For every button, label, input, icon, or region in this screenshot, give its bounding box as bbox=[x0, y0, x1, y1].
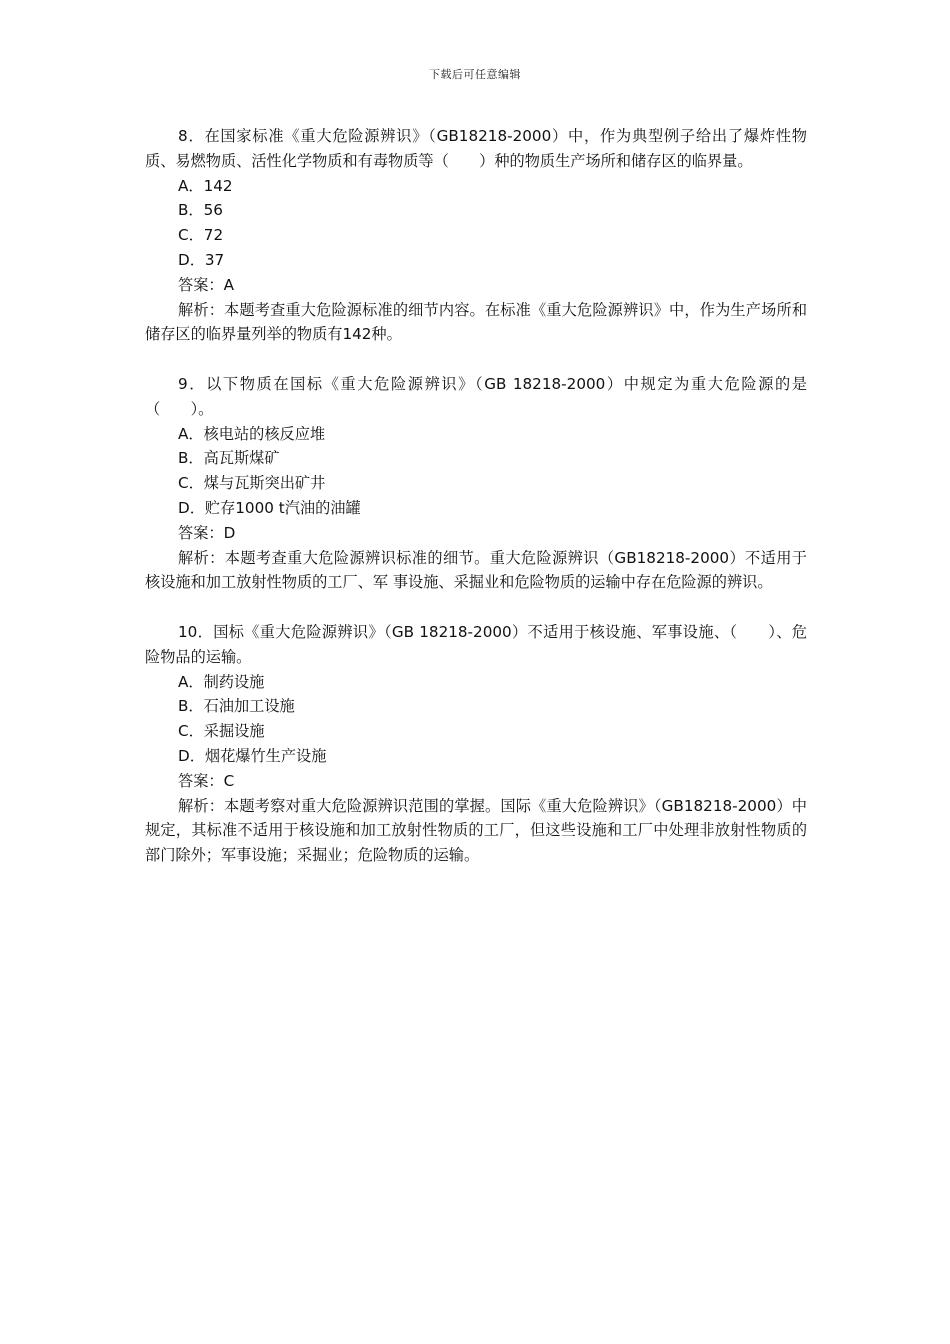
option-d: D．37 bbox=[178, 250, 225, 269]
analysis: 解析：本题考查重大危险源辨识标准的细节。重大危险源辨识（GB18218-2000）不适用于核设施和加工放射性物质的工厂、军 事设施、采掘业和危险物质的运输中存在危险源的辨识。 bbox=[145, 548, 807, 592]
option-c: C．采掘设施 bbox=[178, 722, 265, 741]
question-stem: 10．国标《重大危险源辨识》（GB 18218-2000）不适用于核设施、军事设施、（ ）、危险物品的运输。 bbox=[145, 622, 807, 666]
answer: 答案：C bbox=[178, 771, 235, 790]
option-c: C．72 bbox=[178, 226, 224, 245]
analysis: 解析：本题考察对重大危险源辨识范围的掌握。国际《重大危险辨识》（GB18218-2000）中规定，其标准不适用于核设施和加工放射性物质的工厂，但这些设施和工厂中处理非放射性物质的部门除外；军事设施；采掘业；危险物质的运输。 bbox=[145, 796, 807, 865]
option-d: D．烟花爆竹生产设施 bbox=[178, 746, 327, 765]
question-stem: 8．在国家标准《重大危险源辨识》（GB18218-2000）中，作为典型例子给出了爆炸性物质、易燃物质、活性化学物质和有毒物质等（ ）种的物质生产场所和储存区的临界量。 bbox=[145, 127, 807, 170]
question-8 bbox=[145, 124, 807, 347]
option-b: B．高瓦斯煤矿 bbox=[178, 449, 280, 468]
option-a: A．核电站的核反应堆 bbox=[178, 424, 326, 443]
option-c: C．煤与瓦斯突出矿井 bbox=[178, 474, 326, 493]
answer: 答案：A bbox=[178, 275, 234, 294]
option-d: D．贮存1000 t汽油的油罐 bbox=[178, 498, 361, 517]
question-10 bbox=[145, 620, 807, 868]
option-b: B．56 bbox=[178, 201, 223, 220]
question-9 bbox=[145, 372, 807, 595]
question-stem: 9．以下物质在国标《重大危险源辨识》（GB 18218-2000）中规定为重大危险源的是（ ）。 bbox=[145, 374, 807, 418]
option-b: B．石油加工设施 bbox=[178, 697, 295, 716]
answer: 答案：D bbox=[178, 523, 236, 542]
page-header: 下载后可任意编辑 bbox=[429, 68, 521, 81]
analysis: 解析：本题考查重大危险源标准的细节内容。在标准《重大危险源辨识》中，作为生产场所和储存区的临界量列举的物质有142种。 bbox=[145, 300, 807, 344]
option-a: A．142 bbox=[178, 176, 233, 195]
option-a: A．制药设施 bbox=[178, 672, 265, 691]
document-body bbox=[145, 124, 807, 868]
